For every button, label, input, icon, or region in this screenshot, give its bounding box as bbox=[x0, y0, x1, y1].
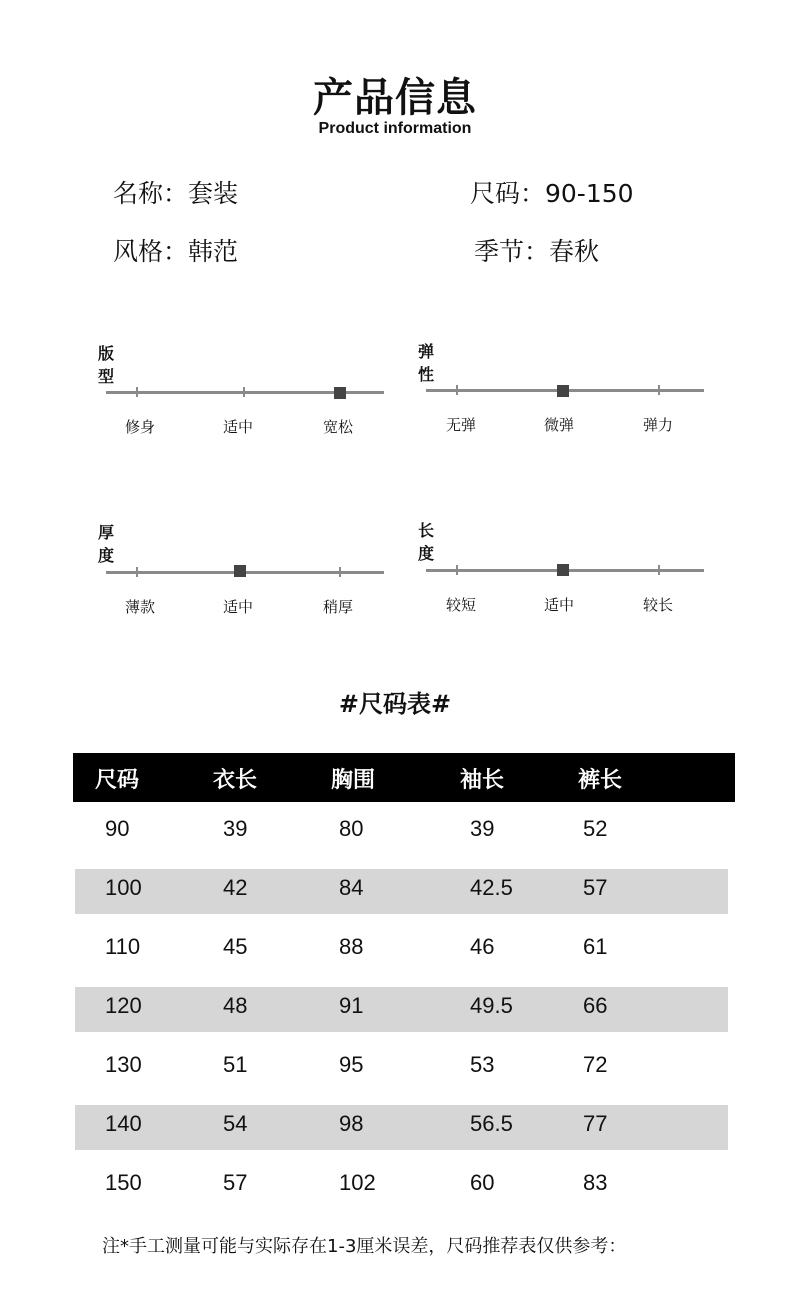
table-cell: 42.5 bbox=[470, 875, 513, 900]
table-cell: 46 bbox=[470, 934, 495, 959]
table-cell: 66 bbox=[583, 993, 608, 1018]
table-header bbox=[73, 753, 735, 802]
table-cell: 110 bbox=[105, 934, 141, 959]
option-label: 宽松 bbox=[322, 418, 353, 436]
size-table bbox=[73, 753, 735, 1215]
table-cell: 42 bbox=[223, 875, 248, 900]
table-cell: 140 bbox=[105, 1111, 142, 1136]
table-cell: 98 bbox=[339, 1111, 364, 1136]
option-label: 较长 bbox=[642, 596, 673, 614]
option-label: 稍厚 bbox=[322, 598, 353, 616]
option-label: 无弹 bbox=[445, 416, 476, 434]
header-sleeve: 袖长 bbox=[460, 768, 505, 793]
table-cell: 95 bbox=[339, 1052, 364, 1077]
option-label: 修身 bbox=[124, 418, 155, 436]
table-cell: 83 bbox=[583, 1170, 608, 1195]
table-cell: 130 bbox=[105, 1052, 142, 1077]
scale-tick bbox=[136, 567, 138, 577]
info-size: 尺码：90-150 bbox=[470, 179, 634, 208]
header-chest: 胸围 bbox=[331, 768, 376, 793]
header-pants: 裤长 bbox=[578, 768, 623, 793]
table-row bbox=[73, 920, 735, 979]
info-name: 名称：套装 bbox=[113, 179, 239, 208]
header-size: 尺码 bbox=[95, 768, 140, 793]
attribute-title: 长度 bbox=[418, 521, 435, 563]
option-label: 较短 bbox=[445, 596, 476, 614]
table-cell: 91 bbox=[339, 993, 364, 1018]
table-cell: 90 bbox=[105, 816, 130, 841]
table-cell: 120 bbox=[105, 993, 142, 1018]
table-cell: 52 bbox=[583, 816, 608, 841]
attribute-title: 弹性 bbox=[418, 342, 435, 384]
attribute-title: 厚度 bbox=[98, 523, 115, 565]
scale-marker bbox=[557, 385, 569, 397]
row-background bbox=[75, 869, 728, 914]
page-title: 产品信息 bbox=[313, 75, 477, 121]
table-cell: 84 bbox=[339, 875, 364, 900]
table-cell: 150 bbox=[105, 1170, 142, 1195]
table-row bbox=[73, 1038, 735, 1097]
table-cell: 61 bbox=[583, 934, 608, 959]
table-cell: 88 bbox=[339, 934, 364, 959]
table-cell: 57 bbox=[223, 1170, 248, 1195]
option-label: 适中 bbox=[543, 596, 574, 614]
option-label: 微弹 bbox=[543, 416, 574, 434]
option-label: 适中 bbox=[222, 418, 253, 436]
header-length: 衣长 bbox=[213, 768, 258, 793]
table-cell: 77 bbox=[583, 1111, 608, 1136]
table-cell: 57 bbox=[583, 875, 608, 900]
row-background bbox=[75, 1105, 728, 1150]
scale-tick bbox=[658, 565, 660, 575]
table-cell: 53 bbox=[470, 1052, 495, 1077]
scale-marker bbox=[557, 564, 569, 576]
page-subtitle: Product information bbox=[318, 120, 472, 137]
option-label: 弹力 bbox=[642, 416, 673, 434]
option-label: 适中 bbox=[222, 598, 253, 616]
table-cell: 72 bbox=[583, 1052, 608, 1077]
scale-tick bbox=[456, 385, 458, 395]
info-style: 风格：韩范 bbox=[113, 237, 239, 266]
table-cell: 49.5 bbox=[470, 993, 513, 1018]
table-cell: 102 bbox=[339, 1170, 376, 1195]
table-cell: 51 bbox=[223, 1052, 248, 1077]
table-row bbox=[73, 802, 735, 861]
table-row bbox=[73, 861, 735, 920]
table-cell: 48 bbox=[223, 993, 248, 1018]
table-cell: 60 bbox=[470, 1170, 495, 1195]
scale-tick bbox=[136, 387, 138, 397]
table-row bbox=[73, 979, 735, 1038]
scale-marker bbox=[334, 387, 346, 399]
table-cell: 100 bbox=[105, 875, 142, 900]
scale-tick bbox=[456, 565, 458, 575]
row-background bbox=[75, 987, 728, 1032]
scale-marker bbox=[234, 565, 246, 577]
scale-tick bbox=[339, 567, 341, 577]
table-cell: 54 bbox=[223, 1111, 248, 1136]
size-table-title: #尺码表# bbox=[338, 690, 452, 718]
table-cell: 45 bbox=[223, 934, 248, 959]
scale-tick bbox=[243, 387, 245, 397]
info-season: 季节：春秋 bbox=[474, 237, 600, 266]
table-cell: 39 bbox=[470, 816, 495, 841]
table-cell: 80 bbox=[339, 816, 364, 841]
option-label: 薄款 bbox=[124, 598, 155, 616]
scale-tick bbox=[658, 385, 660, 395]
attribute-title: 版型 bbox=[98, 344, 115, 386]
table-cell: 56.5 bbox=[470, 1111, 513, 1136]
table-cell: 39 bbox=[223, 816, 248, 841]
table-row bbox=[73, 1156, 735, 1215]
measurement-note: 注*手工测量可能与实际存在1-3厘米误差，尺码推荐表仅供参考： bbox=[102, 1236, 627, 1257]
table-row bbox=[73, 1097, 735, 1156]
